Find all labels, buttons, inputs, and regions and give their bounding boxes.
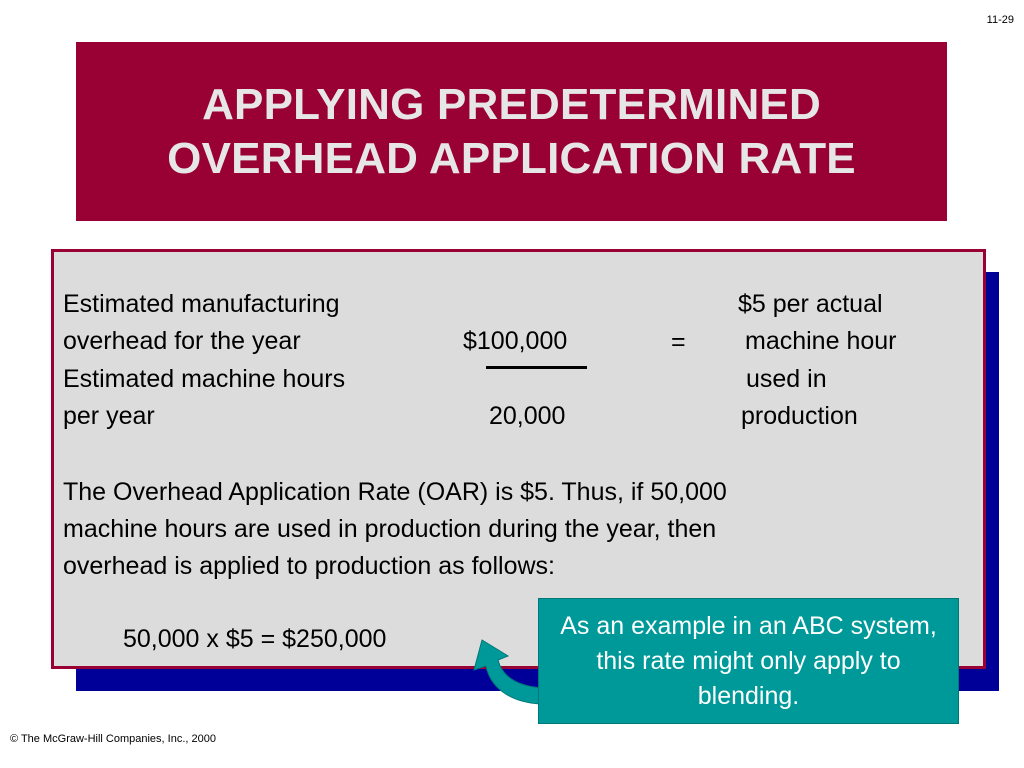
title-line-1: APPLYING PREDETERMINED xyxy=(202,79,821,129)
result-line-3: used in xyxy=(746,365,827,393)
callout-box xyxy=(538,598,959,724)
callout-text: As an example in an ABC system, this rate might only apply to blending. xyxy=(560,611,937,710)
explanation-line-3: overhead is applied to production as follows: xyxy=(63,552,555,580)
equals-sign: = xyxy=(671,328,686,356)
result-line-2: machine hour xyxy=(745,327,897,355)
slide-number: 11-29 xyxy=(986,14,1014,26)
denominator-label-line-2: per year xyxy=(63,402,155,430)
explanation-line-2: machine hours are used in production during the year, then xyxy=(63,515,717,543)
numerator-value: $100,000 xyxy=(463,327,568,355)
slide-title xyxy=(167,78,856,186)
explanation-line-1: The Overhead Application Rate (OAR) is $5. Thus, if 50,000 xyxy=(63,478,727,506)
title-banner xyxy=(76,42,947,221)
calculation-text: 50,000 x $5 = $250,000 xyxy=(123,625,387,653)
fraction-bar xyxy=(486,366,587,369)
numerator-label-line-2: overhead for the year xyxy=(63,327,301,355)
result-line-1: $5 per actual xyxy=(738,290,883,318)
denominator-value: 20,000 xyxy=(489,402,566,430)
numerator-label-line-1: Estimated manufacturing xyxy=(63,290,340,318)
result-line-4: production xyxy=(741,402,858,430)
title-line-2: OVERHEAD APPLICATION RATE xyxy=(167,133,856,183)
denominator-label-line-1: Estimated machine hours xyxy=(63,365,346,393)
copyright-footer: © The McGraw-Hill Companies, Inc., 2000 xyxy=(10,733,216,745)
